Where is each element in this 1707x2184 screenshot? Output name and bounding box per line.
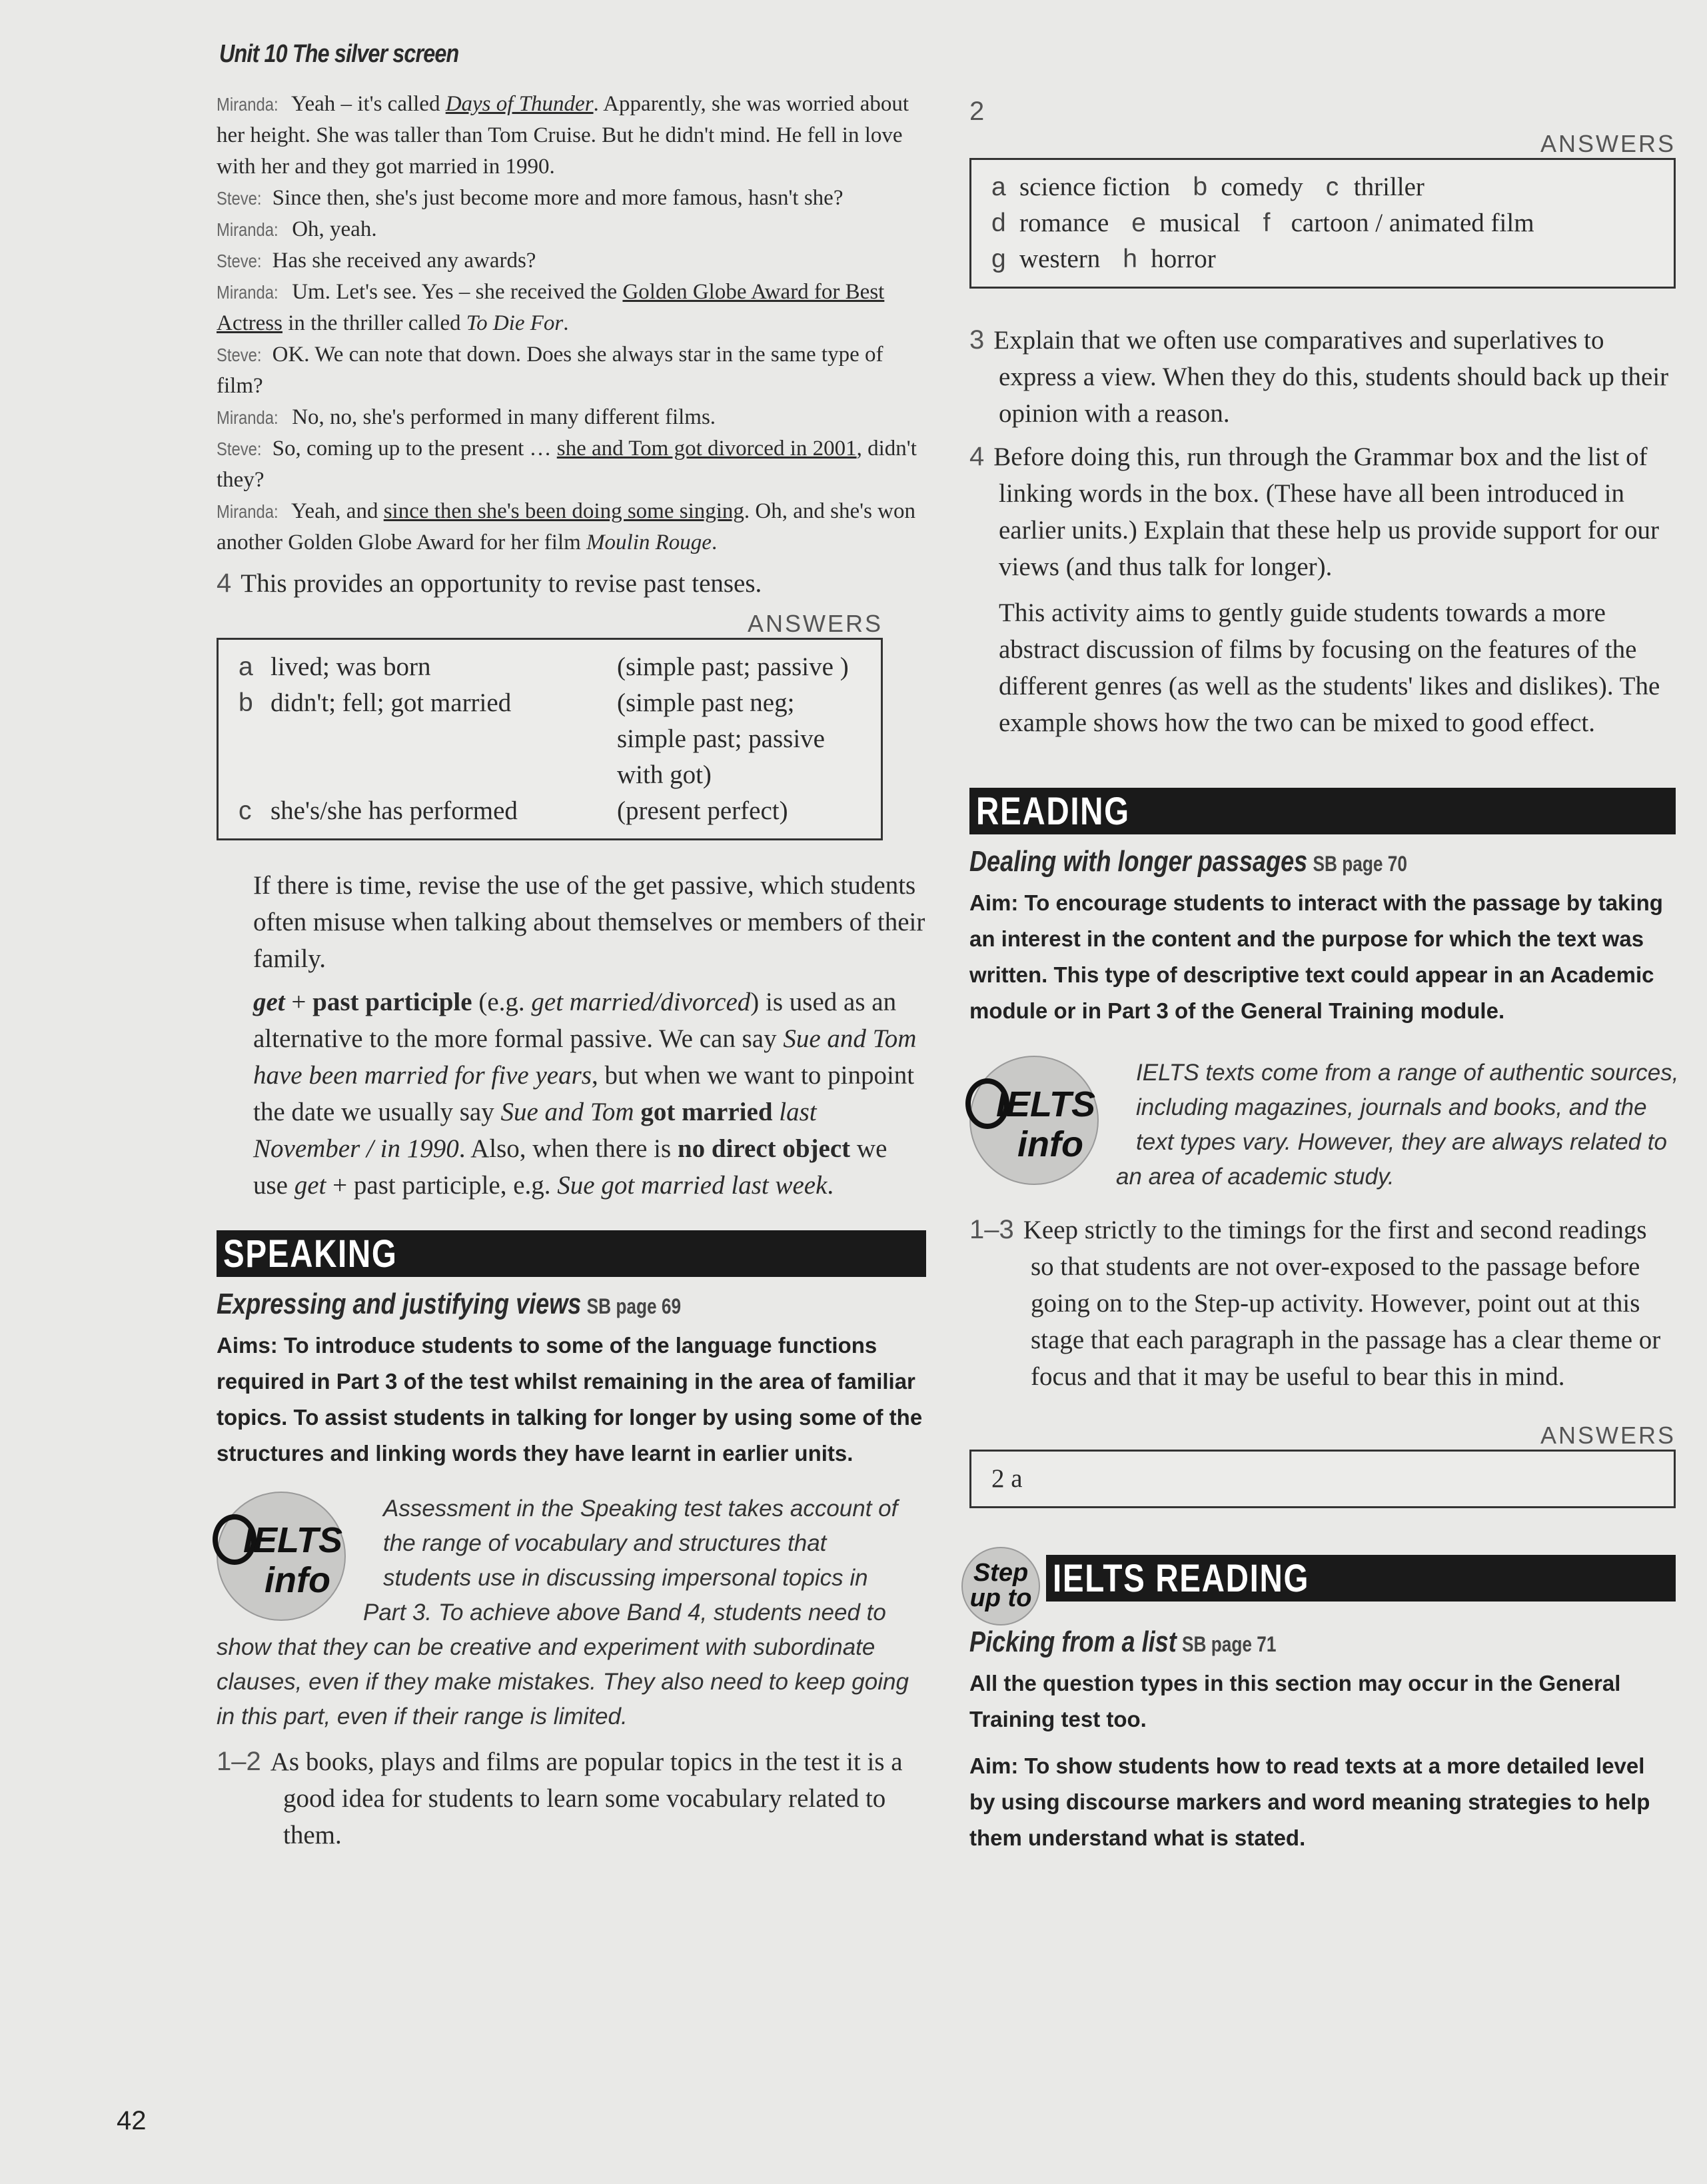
ielts-info-reading	[969, 1056, 1679, 1196]
info-line: an area of academic study.	[1116, 1164, 1395, 1190]
dialogue-line	[217, 89, 926, 183]
step-up-note: All the question types in this section may occur in the General Training test too.	[969, 1671, 1621, 1731]
dialogue-line	[217, 433, 926, 496]
item-text: This provides an opportunity to revise past tenses.	[241, 569, 762, 598]
speaker-name: Steve:	[217, 251, 262, 271]
answer-row	[991, 241, 1654, 277]
dialogue-text: So, coming up to the present …	[272, 437, 557, 461]
speaker-name: Steve:	[217, 439, 262, 459]
underlined-title: Days of Thunder	[445, 92, 594, 116]
answers-label: ANSWERS	[1540, 130, 1676, 157]
dialogue-line	[217, 277, 926, 339]
answer-tense: (simple past neg; simple past; passive with got)	[617, 688, 825, 789]
step-up-aim: Aim: To show students how to read texts at a more detailed level by using discourse markers and word meaning strategies to help them understand what is stated.	[969, 1753, 1650, 1850]
text: .	[827, 1171, 834, 1200]
text: we use	[253, 1134, 887, 1200]
speaker-name: Steve:	[217, 188, 262, 209]
item-1-3	[969, 1212, 1676, 1395]
answer-key: g	[991, 245, 1006, 273]
text: , but when we want to pinpoint the date we usually say	[253, 1061, 915, 1126]
dialogue-text: . Apparently, she was worried about her height. She was taller than Tom Cruise. But he didn't mind. He fell in love with her and they got married in 1990.	[217, 92, 909, 179]
speaking-section-bar	[217, 1230, 926, 1277]
example: get	[294, 1171, 326, 1200]
dialogue-line	[217, 402, 926, 433]
speaker-name: Miranda:	[217, 407, 279, 428]
ielts-info-badge	[969, 1056, 1099, 1185]
underlined-phrase: since then she's been doing some singing	[383, 499, 744, 523]
answer-tense: (present perfect)	[617, 796, 788, 825]
answer-value: musical	[1159, 209, 1241, 237]
unit-header: Unit 10 The silver screen	[219, 40, 459, 68]
speaking-aims: Aims: To introduce students to some of the language functions required in Part 3 of the test whilst remaining in the area of familiar topics. To assist students in talking for longer by using some of the structures and linking words they have learnt in earlier units.	[217, 1333, 923, 1466]
answer-value: thriller	[1353, 173, 1424, 201]
dialogue-text: Oh, yeah.	[292, 217, 377, 241]
badge-text: IELTS	[996, 1084, 1096, 1124]
answer-key: f	[1263, 209, 1271, 237]
info-line: Part 3. To achieve above Band 4, students need to	[363, 1600, 886, 1626]
dialogue-text: No, no, she's performed in many different films.	[292, 405, 716, 429]
dialogue	[217, 89, 926, 558]
text: . Also, when there is	[458, 1134, 678, 1163]
sb-page-ref: SB page 71	[1181, 1632, 1277, 1656]
item-text: Keep strictly to the timings for the first and second readings so that students are not over-exposed to the passage before going on to the Step-up activity. However, point out at this stage that each paragraph in the passage has a clear theme or focus and that it may be useful to bear this in mind.	[1023, 1216, 1661, 1391]
example: get married/divorced	[531, 988, 751, 1016]
plus: +	[284, 988, 313, 1016]
dialogue-line	[217, 245, 926, 277]
example: Sue and Tom	[500, 1098, 634, 1126]
answer-key: b	[239, 688, 253, 717]
sb-page-ref: SB page 69	[586, 1294, 682, 1318]
info-line: the range of vocabulary and structures that	[383, 1530, 827, 1556]
step-up-section-bar	[1046, 1555, 1676, 1602]
info-line: Assessment in the Speaking test takes account of	[383, 1496, 898, 1522]
section-title: IELTS READING	[1053, 1557, 1310, 1600]
answer-key: e	[1131, 209, 1146, 237]
speaker-name: Miranda:	[217, 501, 279, 522]
step-up-badge	[961, 1547, 1040, 1626]
reading-subheading	[969, 845, 1676, 878]
item-2-right	[969, 93, 1676, 130]
get-passive-paragraph-2	[253, 984, 926, 1204]
item-1-2	[217, 1743, 926, 1853]
answer-row	[239, 685, 861, 793]
answer-key: a	[991, 173, 1006, 201]
film-title: Moulin Rouge	[586, 531, 712, 554]
info-line: in this part, even if their range is limited.	[217, 1703, 628, 1729]
dialogue-line	[217, 496, 926, 558]
get-passive-paragraph-1: If there is time, revise the use of the get passive, which students often misuse when talking about themselves or members of their family.	[253, 871, 925, 973]
answers-block-1	[217, 610, 883, 840]
underlined-phrase: she and Tom got divorced in 2001	[556, 437, 857, 461]
emphasis: got married	[634, 1098, 773, 1126]
answer-value: didn't; fell; got married	[271, 688, 512, 717]
speaking-subheading	[217, 1288, 926, 1321]
reading-section-bar	[969, 788, 1676, 834]
answers-block-2	[969, 130, 1676, 289]
item-number: 1–2	[217, 1747, 261, 1776]
speaker-name: Miranda:	[217, 94, 279, 115]
answer-value: western	[1019, 245, 1101, 273]
item-number: 1–3	[969, 1215, 1014, 1244]
ielts-info-badge	[217, 1492, 346, 1621]
info-line: including magazines, journals and books, and the	[1136, 1094, 1647, 1120]
text: ) is used as an alternative to the more formal passive. We can say	[253, 988, 897, 1053]
answer-value: horror	[1151, 245, 1216, 273]
underlined-phrase: Golden Globe Award for Best Actress	[217, 280, 885, 335]
subheading-title: Expressing and justifying views	[217, 1288, 582, 1320]
term-past-participle: past participle	[312, 988, 472, 1016]
step-up-section	[969, 1555, 1676, 1612]
speaker-name: Steve:	[217, 345, 262, 365]
dialogue-text: Um. Let's see. Yes – she received the	[292, 280, 623, 304]
section-title: READING	[976, 790, 1130, 833]
answer-row	[239, 793, 861, 829]
badge-text: info	[1017, 1124, 1083, 1164]
item-number: 2	[969, 97, 985, 126]
dialogue-text: Yeah – it's called	[290, 92, 446, 116]
right-column	[969, 93, 1679, 1856]
answers-block-3	[969, 1422, 1676, 1508]
emphasis: no direct object	[677, 1134, 851, 1163]
dialogue-line	[217, 214, 926, 245]
speaker-name: Miranda:	[217, 282, 279, 303]
answer-row	[239, 649, 861, 685]
answer-value: lived; was born	[271, 652, 431, 681]
dialogue-text: .	[563, 311, 569, 335]
info-line: show that they can be creative and experiment with subordinate	[217, 1634, 875, 1660]
answer-key: c	[239, 796, 252, 825]
badge-text: info	[265, 1560, 330, 1600]
subheading-title: Picking from a list	[969, 1626, 1177, 1658]
info-line: IELTS texts come from a range of authentic sources,	[1136, 1060, 1679, 1086]
item-text: As books, plays and films are popular topics in the test it is a good idea for students to learn some vocabulary related to them.	[270, 1747, 903, 1849]
dialogue-text: OK. We can note that down. Does she always star in the same type of film?	[217, 343, 883, 398]
answer-box	[217, 638, 883, 840]
dialogue-text: , didn't they?	[217, 437, 917, 492]
example: last November / in 1990	[253, 1098, 817, 1163]
answer-text: 2 a	[991, 1464, 1023, 1493]
answer-box	[969, 1450, 1676, 1508]
info-line: text types vary. However, they are always related to	[1136, 1129, 1667, 1155]
answer-value: romance	[1019, 209, 1109, 237]
answer-box	[969, 158, 1676, 289]
text: (e.g.	[472, 988, 532, 1016]
answers-label: ANSWERS	[1540, 1422, 1676, 1449]
example: Sue got married last week	[557, 1171, 828, 1200]
answer-key: h	[1123, 245, 1137, 273]
item-number: 3	[969, 325, 985, 355]
dialogue-text: in the thriller called	[282, 311, 466, 335]
info-line: clauses, even if they make mistakes. They also need to keep going	[217, 1669, 909, 1695]
reading-aim: Aim: To encourage students to interact with the passage by taking an interest in the content and the purpose for which the text was written. This type of descriptive text could appear in an Academic module or in Part 3 of the General Training module.	[969, 890, 1663, 1023]
activity-paragraph: This activity aims to gently guide students towards a more abstract discussion of films by focusing on the features of the different genres (as well as the students' likes and dislikes). The example shows how the two can be mixed to good effect.	[999, 598, 1660, 737]
item-text: Before doing this, run through the Grammar box and the list of linking words in the box. (These have all been introduced in earlier units.) Explain that these help us provide support for our views (and thus talk for longer).	[993, 443, 1659, 581]
item-4-right	[969, 439, 1676, 585]
dialogue-line	[217, 339, 926, 402]
answer-value: cartoon / animated film	[1291, 209, 1534, 237]
item-number: 4	[217, 568, 232, 598]
dialogue-text: Yeah, and	[290, 499, 384, 523]
badge-text: Step	[973, 1559, 1029, 1587]
answer-row	[991, 169, 1654, 205]
item-3	[969, 322, 1676, 432]
section-title: SPEAKING	[223, 1232, 398, 1276]
answers-label: ANSWERS	[747, 610, 883, 637]
sb-page-ref: SB page 70	[1313, 852, 1407, 876]
answer-value: comedy	[1221, 173, 1303, 201]
subheading-title: Dealing with longer passages	[969, 845, 1308, 878]
item-number: 4	[969, 442, 985, 471]
film-title: To Die For	[466, 311, 564, 335]
text: + past participle, e.g.	[326, 1171, 558, 1200]
badge-text: IELTS	[243, 1520, 343, 1560]
left-column	[217, 40, 926, 1853]
answer-row	[991, 205, 1654, 241]
answer-value: she's/she has performed	[271, 796, 518, 825]
term-get: get	[253, 988, 285, 1016]
speaker-name: Miranda:	[217, 219, 279, 240]
dialogue-text: . Oh, and she's won another Golden Globe Award for her film	[217, 499, 915, 554]
get-passive-notes	[217, 867, 926, 1204]
item-4-left	[217, 565, 926, 602]
step-up-subheading	[969, 1626, 1676, 1659]
answer-tense: (simple past; passive )	[617, 652, 849, 681]
item-text: Explain that we often use comparatives and superlatives to express a view. When they do this, students should back up their opinion with a reason.	[993, 326, 1669, 428]
ielts-info-speaking	[217, 1492, 926, 1731]
answer-value: science fiction	[1019, 173, 1171, 201]
answer-key: a	[239, 652, 253, 681]
dialogue-text: .	[711, 531, 718, 554]
dialogue-text: Has she received any awards?	[272, 249, 536, 273]
example: Sue and Tom have been married for five years	[253, 1024, 917, 1090]
answer-key: b	[1193, 173, 1208, 201]
dialogue-text: Since then, she's just become more and more famous, hasn't she?	[272, 186, 844, 210]
dialogue-line	[217, 183, 926, 214]
badge-text: up to	[969, 1584, 1032, 1612]
answer-row	[991, 1461, 1654, 1497]
answer-key: c	[1325, 173, 1339, 201]
info-line: students use in discussing impersonal topics in	[383, 1565, 868, 1591]
answer-key: d	[991, 209, 1006, 237]
page-number: 42	[117, 2106, 147, 2135]
